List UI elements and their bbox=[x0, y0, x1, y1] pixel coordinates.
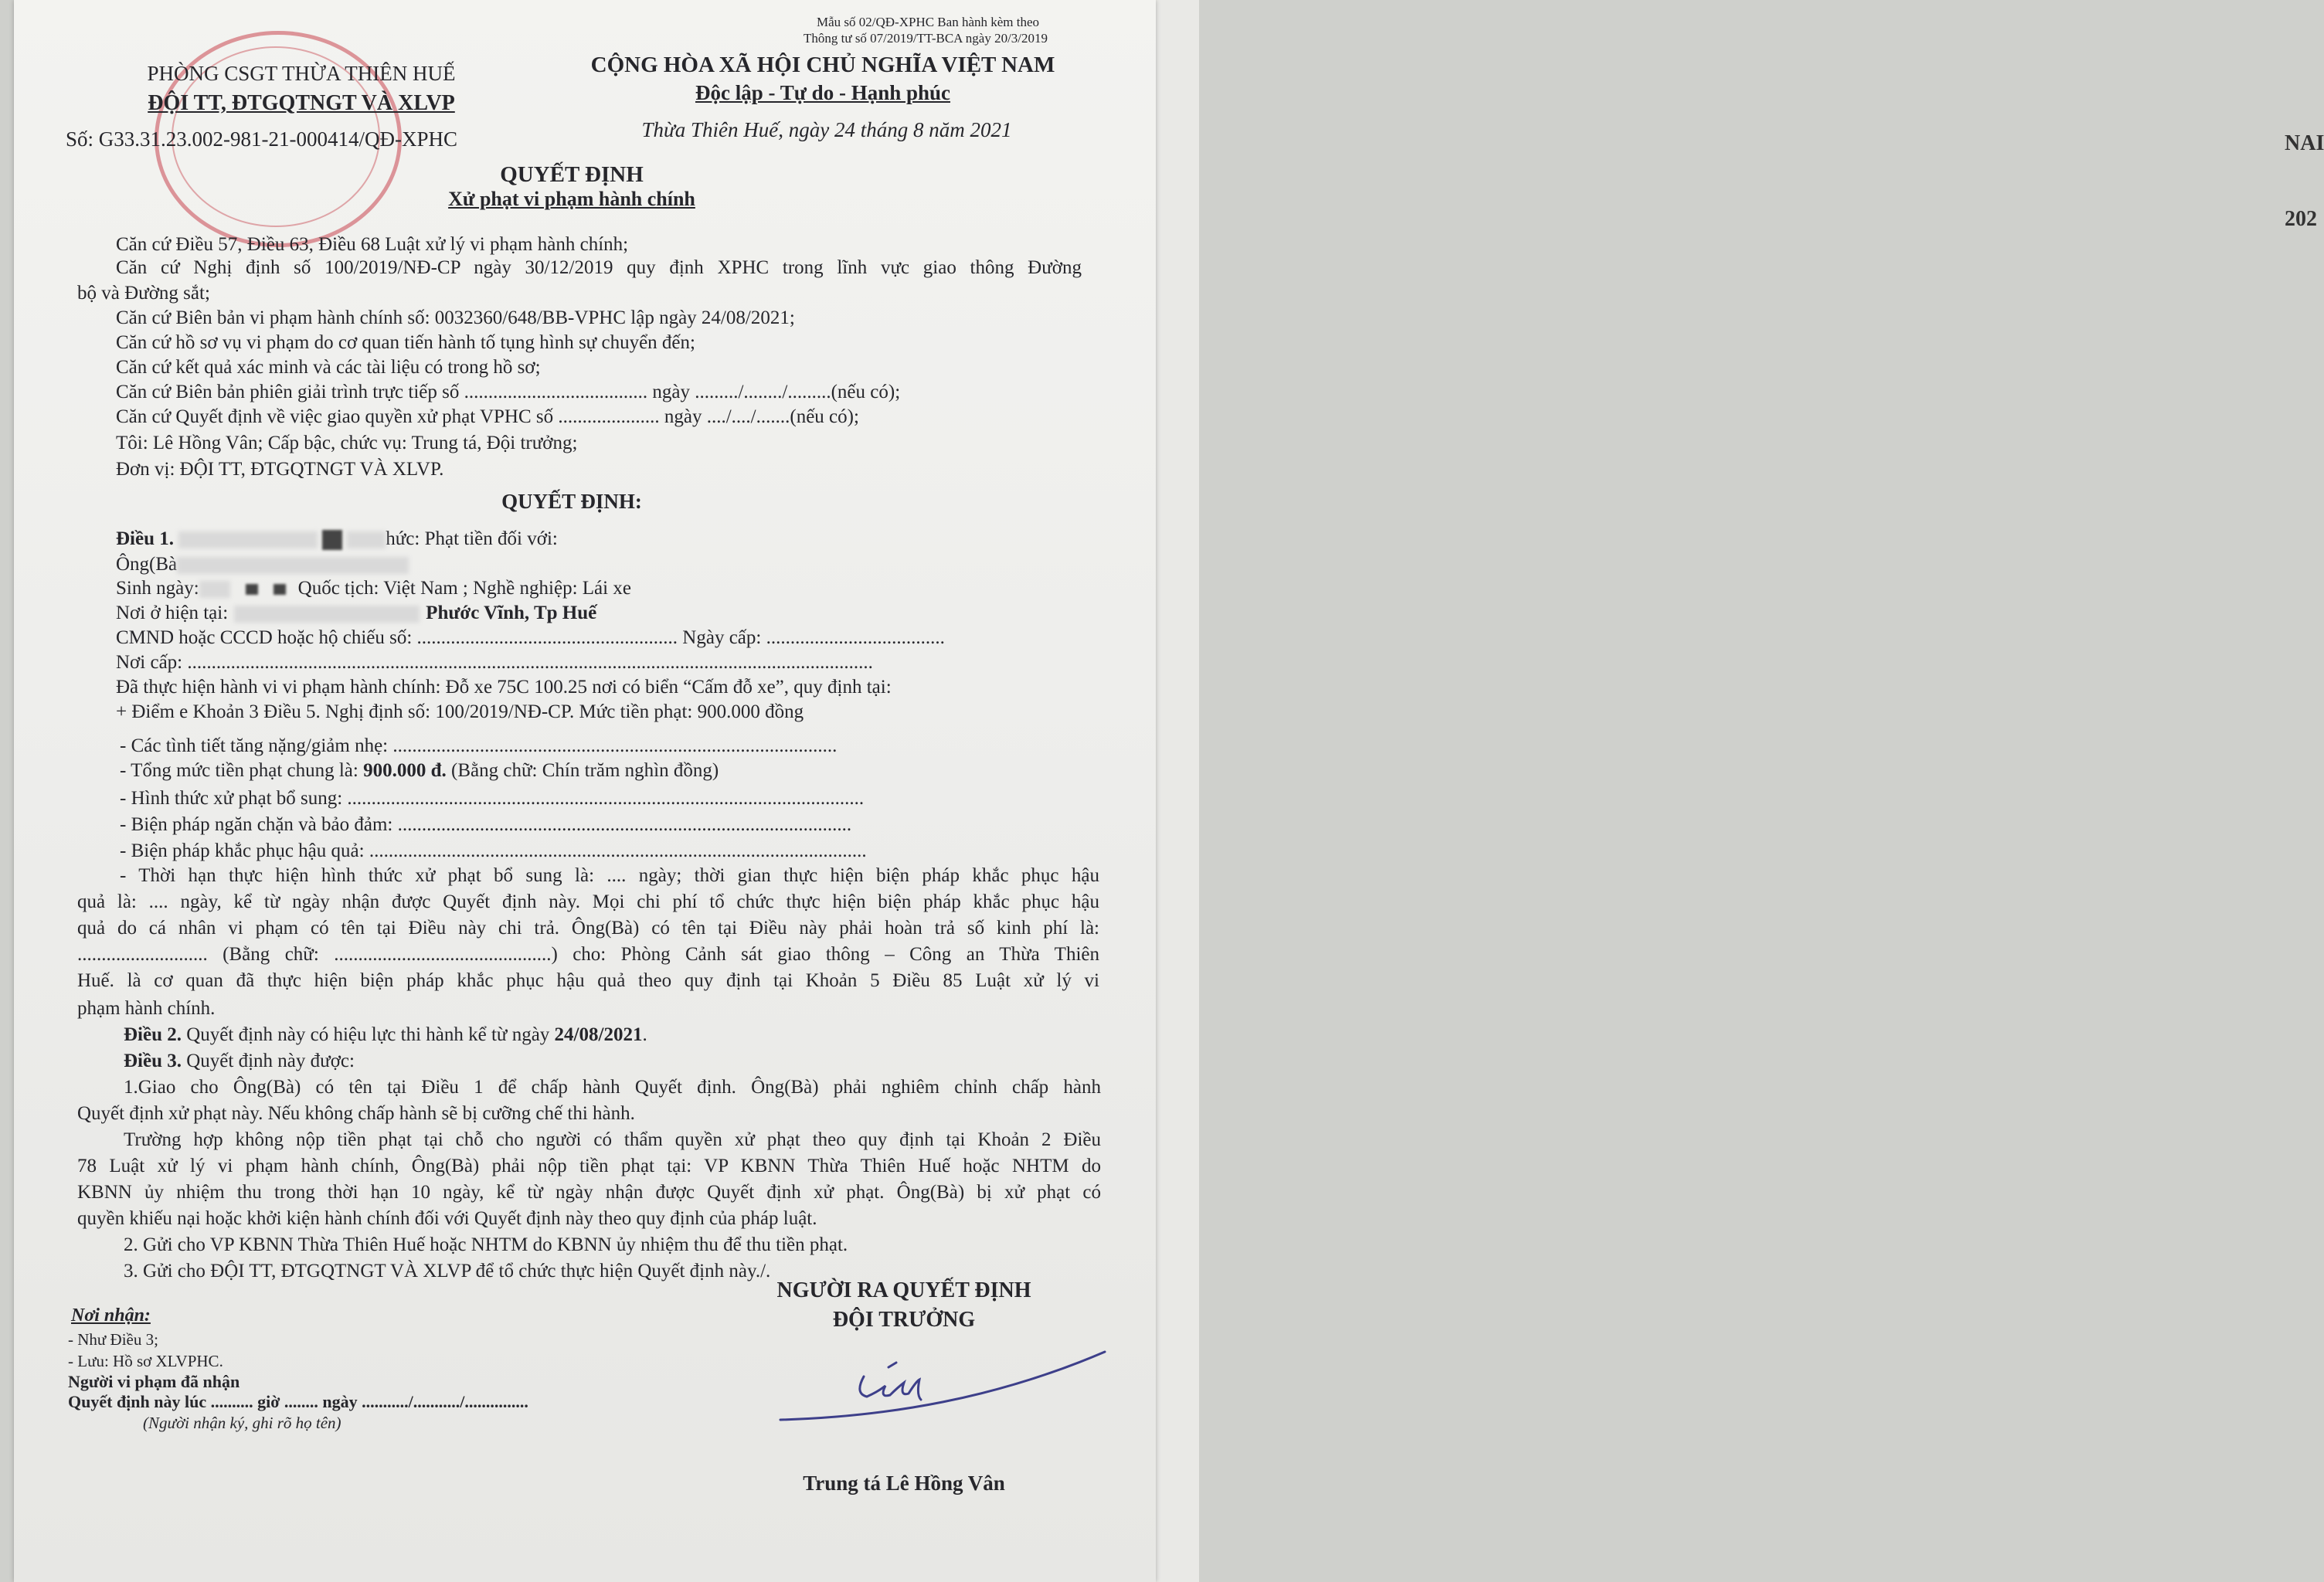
total-words: (Bằng chữ: Chín trăm nghìn đồng) bbox=[446, 760, 719, 781]
article3-line-3: Trường hợp không nộp tiền phạt tại chỗ cho người có thẩm quyền xử phạt theo quy định tại Khoản 2 Điều bbox=[124, 1129, 1101, 1150]
residence-label: Nơi ở hiện tại: bbox=[116, 603, 229, 623]
basis-5: Căn cứ kết quả xác minh và các tài liệu có trong hồ sơ; bbox=[116, 357, 541, 378]
form-note-2: Thông tư số 07/2019/TT-BCA ngày 20/3/2019 bbox=[804, 31, 1048, 46]
deadline-line-5: Huế. là cơ quan đã thực hiện biện pháp khắc phục hậu quả theo quy định tại Khoản 5 Điều 85 Luật xử lý vi bbox=[77, 970, 1099, 991]
total-fine-line bbox=[120, 759, 719, 783]
article3-label: Điều 3. bbox=[124, 1051, 182, 1071]
national-motto: Độc lập - Tự do - Hạnh phúc bbox=[695, 81, 951, 104]
effective-date: 24/08/2021 bbox=[554, 1024, 643, 1045]
document-subtitle: Xử phạt vi phạm hành chính bbox=[448, 188, 695, 210]
article3-line-1: 1.Giao cho Ông(Bà) có tên tại Điều 1 để chấp hành Quyết định. Ông(Bà) phải nghiêm chỉnh chấp hành bbox=[124, 1077, 1101, 1098]
place-date: Thừa Thiên Huế, ngày 24 tháng 8 năm 2021 bbox=[641, 118, 1012, 141]
redacted-text bbox=[347, 531, 386, 548]
redacted-address bbox=[234, 606, 420, 623]
article3-line-5: KBNN ủy nhiệm thu trong thời hạn 10 ngày, kể từ ngày nhận được Quyết định xử phạt. Ông(Bà) bị xử phạt có bbox=[77, 1182, 1101, 1203]
decision-number: Số: G33.31.23.002-981-21-000414/QĐ-XPHC bbox=[66, 127, 458, 151]
basis-3: Căn cứ Biên bản vi phạm hành chính số: 0032360/648/BB-VPHC lập ngày 24/08/2021; bbox=[116, 307, 795, 328]
article2-label: Điều 2. bbox=[124, 1024, 182, 1045]
person-line bbox=[116, 552, 409, 576]
deadline-line-4: ........................... (Bằng chữ: .............................................) cho: Phòng Cảnh sát giao thông – Công an Thừa Thiên bbox=[77, 944, 1099, 965]
article3-line-8: 3. Gửi cho ĐỘI TT, ĐTGQTNGT VÀ XLVP để tổ chức thực hiện Quyết định này./. bbox=[124, 1261, 771, 1282]
signer-title-1: NGƯỜI RA QUYẾT ĐỊNH bbox=[776, 1278, 1031, 1302]
basis-2: Căn cứ Nghị định số 100/2019/NĐ-CP ngày 30/12/2019 quy định XPHC trong lĩnh vực giao thông Đường bbox=[116, 257, 1082, 278]
violation-line: Đã thực hiện hành vi vi phạm hành chính: Đỗ xe 75C 100.25 nơi có biển “Cấm đỗ xe”, quy định tại: bbox=[116, 677, 892, 698]
document-title: QUYẾT ĐỊNH bbox=[500, 162, 644, 187]
residence-tail: Phước Vĩnh, Tp Huế bbox=[426, 603, 597, 623]
redaction-block bbox=[246, 584, 258, 595]
nationality-occupation: Quốc tịch: Việt Nam ; Nghề nghiệp: Lái xe bbox=[297, 578, 631, 599]
ack-line-2: Quyết định này lúc .......... giờ ........ ngày .........../.........../............... bbox=[68, 1392, 528, 1411]
article2-text: Quyết định này có hiệu lực thi hành kể từ ngày bbox=[182, 1024, 555, 1045]
redaction-block bbox=[274, 584, 286, 595]
deadline-line-1: - Thời hạn thực hiện hình thức xử phạt bổ sung là: .... ngày; thời gian thực hiện biện pháp khắc phục hậu bbox=[120, 865, 1099, 886]
recipients-heading: Nơi nhận: bbox=[71, 1305, 151, 1326]
dob-label: Sinh ngày: bbox=[116, 578, 199, 599]
redacted-dob bbox=[199, 581, 230, 598]
unit-line: Đơn vị: ĐỘI TT, ĐTGQTNGT VÀ XLVP. bbox=[116, 459, 444, 480]
remedy-line: - Biện pháp khắc phục hậu quả: ....................................................................................................... bbox=[120, 840, 867, 861]
legal-point-line: + Điểm e Khoản 3 Điều 5. Nghị định số: 100/2019/NĐ-CP. Mức tiền phạt: 900.000 đồng bbox=[116, 701, 804, 722]
agency-parent: PHÒNG CSGT THỪA THIÊN HUẾ bbox=[147, 62, 456, 85]
total-prefix: - Tổng mức tiền phạt chung là: bbox=[120, 760, 364, 781]
additional-penalty-line: - Hình thức xử phạt bổ sung: ........................................................................................................... bbox=[120, 788, 865, 809]
basis-6: Căn cứ Biên bản phiên giải trình trực tiếp số ...................................... ngày ........./......../.........(nếu có); bbox=[116, 382, 901, 402]
basis-4: Căn cứ hồ sơ vụ vi phạm do cơ quan tiến hành tố tụng hình sự chuyển đến; bbox=[116, 332, 695, 353]
deadline-line-6: phạm hành chính. bbox=[77, 998, 216, 1019]
edge-text-2: 202 bbox=[2285, 207, 2317, 231]
residence-line bbox=[116, 601, 596, 625]
edge-text-1: NAI bbox=[2285, 131, 2324, 155]
circumstances-line: - Các tình tiết tăng nặng/giảm nhẹ: ............................................................................................ bbox=[120, 735, 838, 756]
recipient-1: - Như Điều 3; bbox=[68, 1330, 158, 1349]
article2-end: . bbox=[642, 1024, 647, 1045]
redaction-block bbox=[322, 530, 342, 550]
signer-title-2: ĐỘI TRƯỞNG bbox=[832, 1308, 976, 1332]
article1-lead bbox=[116, 527, 558, 551]
agency-unit: ĐỘI TT, ĐTGQTNGT VÀ XLVP bbox=[148, 91, 455, 115]
id-line: CMND hoặc CCCD hoặc hộ chiếu số: ...................................................... Ngày cấp: ..................................... bbox=[116, 627, 945, 648]
issue-place-line: Nơi cấp: .............................................................................................................................................. bbox=[116, 652, 873, 673]
article3-text: Quyết định này được: bbox=[182, 1051, 355, 1071]
recipient-2: - Lưu: Hồ sơ XLVPHC. bbox=[68, 1352, 223, 1370]
person-label: Ông(Bà bbox=[116, 554, 178, 575]
ack-note: (Người nhận ký, ghi rõ họ tên) bbox=[143, 1414, 341, 1432]
article3-line-7: 2. Gửi cho VP KBNN Thừa Thiên Huế hoặc NHTM do KBNN ủy nhiệm thu để thu tiền phạt. bbox=[124, 1234, 848, 1255]
article1-lead-tail: hức: Phạt tiền đối với: bbox=[386, 528, 558, 549]
dob-line bbox=[116, 576, 631, 600]
total-amount: 900.000 đ. bbox=[363, 760, 447, 781]
national-title: CỘNG HÒA XÃ HỘI CHỦ NGHĨA VIỆT NAM bbox=[590, 53, 1055, 77]
prevention-line: - Biện pháp ngăn chặn và bảo đảm: .............................................................................................. bbox=[120, 814, 852, 835]
basis-2b: bộ và Đường sắt; bbox=[77, 283, 210, 304]
basis-1: Căn cứ Điều 57, Điều 63, Điều 68 Luật xử lý vi phạm hành chính; bbox=[116, 234, 629, 255]
redacted-text bbox=[178, 531, 318, 548]
form-note-1: Mẫu số 02/QĐ-XPHC Ban hành kèm theo bbox=[817, 15, 1040, 29]
article2 bbox=[124, 1023, 647, 1047]
decide-heading: QUYẾT ĐỊNH: bbox=[501, 490, 642, 513]
signature bbox=[765, 1344, 1120, 1437]
basis-7: Căn cứ Quyết định về việc giao quyền xử phạt VPHC số ..................... ngày ..../..../.......(nếu có); bbox=[116, 406, 859, 427]
redacted-name bbox=[177, 557, 409, 574]
article3 bbox=[124, 1049, 355, 1073]
ack-line-1: Người vi phạm đã nhận bbox=[68, 1372, 240, 1391]
signer-name: Trung tá Lê Hồng Vân bbox=[803, 1472, 1005, 1495]
article3-line-2: Quyết định xử phạt này. Nếu không chấp hành sẽ bị cưỡng chế thi hành. bbox=[77, 1103, 635, 1124]
article3-line-6: quyền khiếu nại hoặc khởi kiện hành chính đối với Quyết định này theo quy định của pháp luật. bbox=[77, 1208, 817, 1229]
issuer-line: Tôi: Lê Hồng Vân; Cấp bậc, chức vụ: Trung tá, Đội trưởng; bbox=[116, 433, 578, 453]
article3-line-4: 78 Luật xử lý vi phạm hành chính, Ông(Bà) phải nộp tiền phạt tại: VP KBNN Thừa Thiên Huế hoặc NHTM do bbox=[77, 1156, 1101, 1176]
deadline-line-3: quả do cá nhân vi phạm có tên tại Điều này chi trả. Ông(Bà) có tên tại Điều này phải hoàn trả số kinh phí là: bbox=[77, 918, 1099, 939]
deadline-line-2: quả là: .... ngày, kể từ ngày nhận được Quyết định này. Mọi chi phí tổ chức thực hiện biện pháp khắc phục hậu bbox=[77, 891, 1099, 912]
article1-label: Điều 1. bbox=[116, 528, 174, 549]
